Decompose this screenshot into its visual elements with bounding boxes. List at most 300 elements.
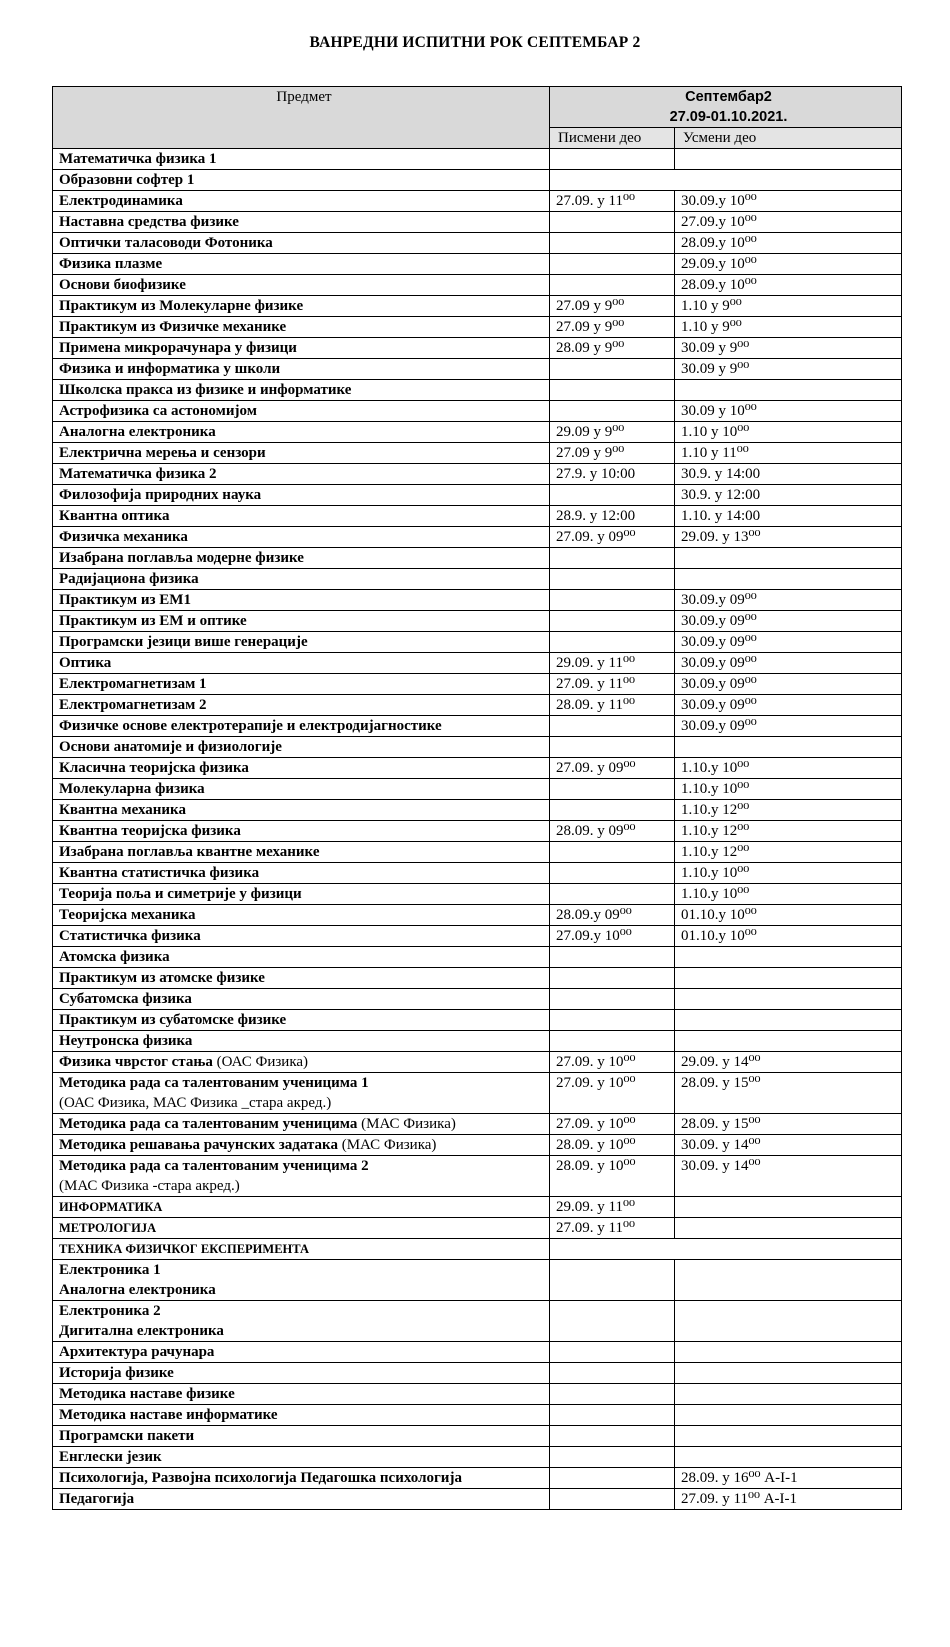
subject-cell — [53, 1363, 550, 1384]
written-exam-cell: 28.09 у 9⁰⁰ — [550, 338, 675, 359]
written-exam-cell — [550, 212, 675, 233]
subject-name: Аналогна електроника — [59, 424, 216, 440]
table-row — [53, 170, 902, 191]
oral-exam-cell: 1.10.у 10⁰⁰ — [675, 884, 902, 905]
subject-name: Методика рада са талентованим ученицима 1 — [59, 1075, 369, 1091]
subject-name: Радијациона физика — [59, 571, 199, 587]
oral-exam-cell: 30.09.у 09⁰⁰ — [675, 590, 902, 611]
subject-cell — [53, 1031, 550, 1052]
subject-cell — [53, 695, 550, 716]
subject-cell — [53, 716, 550, 737]
table-row — [53, 1301, 902, 1342]
oral-exam-cell — [675, 1260, 902, 1301]
table-row — [53, 1197, 902, 1218]
subject-name: Изабрана поглавља модерне физике — [59, 550, 304, 566]
subject-name: Квантна теоријска физика — [59, 823, 241, 839]
written-exam-cell — [550, 611, 675, 632]
subject-name: Молекуларна физика — [59, 781, 205, 797]
written-exam-cell — [550, 884, 675, 905]
oral-exam-cell — [675, 149, 902, 170]
subject-name-alt: Аналогна електроника — [59, 1282, 216, 1298]
subject-name: Образовни софтер 1 — [59, 172, 195, 188]
oral-exam-cell: 1.10.у 10⁰⁰ — [675, 863, 902, 884]
subject-name: Програмски језици више генерације — [59, 634, 308, 650]
term-dates: 27.09-01.10.2021. — [669, 109, 788, 125]
oral-exam-cell: 30.09.у 10⁰⁰ — [675, 191, 902, 212]
subject-cell — [53, 779, 550, 800]
subject-cell — [53, 359, 550, 380]
exam-schedule-table — [52, 86, 902, 1510]
subject-cell — [53, 1218, 550, 1239]
subject-name: Електрична мерења и сензори — [59, 445, 266, 461]
table-row — [53, 968, 902, 989]
subject-name: Практикум из ЕМ1 — [59, 592, 191, 608]
subject-cell — [53, 170, 550, 191]
oral-exam-cell: 30.9. у 14:00 — [675, 464, 902, 485]
subject-cell — [53, 1135, 550, 1156]
table-row — [53, 1260, 902, 1301]
subject-cell — [53, 968, 550, 989]
table-row — [53, 674, 902, 695]
oral-exam-cell: 1.10.у 12⁰⁰ — [675, 800, 902, 821]
table-row — [53, 1384, 902, 1405]
table-row — [53, 548, 902, 569]
subject-cell — [53, 1405, 550, 1426]
subject-cell — [53, 1342, 550, 1363]
table-row — [53, 1447, 902, 1468]
oral-exam-cell: 1.10.у 12⁰⁰ — [675, 842, 902, 863]
written-exam-cell — [550, 1468, 675, 1489]
subject-cell — [53, 1468, 550, 1489]
oral-exam-cell: 28.09. у 15⁰⁰ — [675, 1073, 902, 1114]
subject-name: Атомска физика — [59, 949, 170, 965]
oral-exam-cell: 30.09.у 09⁰⁰ — [675, 695, 902, 716]
table-row — [53, 1342, 902, 1363]
written-exam-cell — [550, 548, 675, 569]
subject-cell — [53, 1260, 550, 1301]
empty-cell — [550, 170, 902, 191]
written-exam-cell: 28.09. у 09⁰⁰ — [550, 821, 675, 842]
subject-cell — [53, 821, 550, 842]
subject-cell — [53, 254, 550, 275]
subject-name: Програмски пакети — [59, 1428, 195, 1444]
subject-name: Квантна оптика — [59, 508, 170, 524]
oral-exam-cell: 1.10.у 10⁰⁰ — [675, 779, 902, 800]
written-exam-cell — [550, 632, 675, 653]
oral-exam-cell: 27.09.у 10⁰⁰ — [675, 212, 902, 233]
subject-name: Основи анатомије и физиологије — [59, 739, 282, 755]
written-exam-cell: 27.09. у 10⁰⁰ — [550, 1073, 675, 1114]
subject-name: Архитектура рачунара — [59, 1344, 215, 1360]
table-row — [53, 1031, 902, 1052]
subject-cell — [53, 611, 550, 632]
table-row — [53, 1363, 902, 1384]
subject-name: Астрофизика са астономијом — [59, 403, 257, 419]
subject-cell — [53, 926, 550, 947]
subject-name: Математичка физика 2 — [59, 466, 217, 482]
written-exam-cell — [550, 1489, 675, 1510]
written-exam-cell — [550, 989, 675, 1010]
table-row — [53, 716, 902, 737]
table-row — [53, 989, 902, 1010]
subject-cell — [53, 884, 550, 905]
oral-exam-cell: 1.10 у 9⁰⁰ — [675, 317, 902, 338]
table-row — [53, 695, 902, 716]
subject-name: Електромагнетизам 2 — [59, 697, 207, 713]
written-exam-cell: 28.09. у 10⁰⁰ — [550, 1156, 675, 1197]
written-exam-cell: 28.9. у 12:00 — [550, 506, 675, 527]
table-row — [53, 464, 902, 485]
table-row — [53, 275, 902, 296]
table-row — [53, 1489, 902, 1510]
written-exam-cell — [550, 149, 675, 170]
subject-name: Примена микрорачунара у физици — [59, 340, 297, 356]
oral-exam-cell: 1.10.у 10⁰⁰ — [675, 758, 902, 779]
subject-cell — [53, 842, 550, 863]
oral-exam-cell — [675, 1031, 902, 1052]
written-exam-cell: 27.9. у 10:00 — [550, 464, 675, 485]
subject-cell — [53, 548, 550, 569]
table-row — [53, 590, 902, 611]
oral-exam-cell: 1.10.у 12⁰⁰ — [675, 821, 902, 842]
table-row — [53, 191, 902, 212]
subject-cell — [53, 233, 550, 254]
subject-cell — [53, 464, 550, 485]
table-row — [53, 758, 902, 779]
subject-name: Практикум из Молекуларне физике — [59, 298, 304, 314]
subject-cell — [53, 947, 550, 968]
table-row — [53, 800, 902, 821]
subject-name: Практикум из Физичке механике — [59, 319, 287, 335]
subject-cell — [53, 422, 550, 443]
subject-cell — [53, 443, 550, 464]
oral-exam-cell: 30.09. у 14⁰⁰ — [675, 1156, 902, 1197]
subject-name: Филозофија природних наука — [59, 487, 262, 503]
written-exam-cell: 27.09. у 09⁰⁰ — [550, 758, 675, 779]
subject-name: ТЕХНИКА ФИЗИЧКОГ ЕКСПЕРИМЕНТА — [59, 1242, 310, 1256]
term-header — [550, 87, 902, 128]
table-row — [53, 632, 902, 653]
oral-exam-cell — [675, 1218, 902, 1239]
written-exam-cell — [550, 863, 675, 884]
written-exam-cell: 28.09. у 11⁰⁰ — [550, 695, 675, 716]
subject-name: Статистичка физика — [59, 928, 201, 944]
table-row — [53, 485, 902, 506]
subject-name: Теорија поља и симетрије у физици — [59, 886, 302, 902]
subject-cell — [53, 989, 550, 1010]
oral-exam-cell — [675, 548, 902, 569]
subject-name: Енглески језик — [59, 1449, 162, 1465]
written-exam-cell: 29.09. у 11⁰⁰ — [550, 1197, 675, 1218]
subject-name: Практикум из атомске физике — [59, 970, 265, 986]
oral-exam-cell — [675, 1426, 902, 1447]
written-exam-cell — [550, 800, 675, 821]
table-row — [53, 1156, 902, 1197]
oral-exam-cell — [675, 1301, 902, 1342]
written-exam-cell — [550, 233, 675, 254]
subject-cell — [53, 1073, 550, 1114]
written-exam-cell — [550, 1010, 675, 1031]
written-exam-cell: 27.09. у 09⁰⁰ — [550, 527, 675, 548]
oral-exam-cell: 27.09. у 11⁰⁰ А-I-1 — [675, 1489, 902, 1510]
subject-cell — [53, 1384, 550, 1405]
table-row — [53, 905, 902, 926]
oral-exam-cell: 29.09. у 13⁰⁰ — [675, 527, 902, 548]
subject-name: ИНФОРМАТИКА — [59, 1200, 163, 1214]
written-exam-cell: 27.09. у 11⁰⁰ — [550, 674, 675, 695]
oral-exam-cell: 01.10.у 10⁰⁰ — [675, 905, 902, 926]
subject-name: Квантна механика — [59, 802, 186, 818]
subject-cell — [53, 737, 550, 758]
subject-name: Методика рада са талентованим ученицима — [59, 1116, 358, 1132]
subject-cell — [53, 674, 550, 695]
oral-exam-cell: 30.09.у 09⁰⁰ — [675, 674, 902, 695]
page-title: ВАНРЕДНИ ИСПИТНИ РОК СЕПТЕМБАР 2 — [309, 34, 641, 51]
oral-exam-cell — [675, 968, 902, 989]
oral-exam-cell: 30.09.у 09⁰⁰ — [675, 653, 902, 674]
subject-cell — [53, 1052, 550, 1073]
table-row — [53, 380, 902, 401]
subject-cell — [53, 380, 550, 401]
subject-header: Предмет — [53, 87, 550, 149]
subject-cell — [53, 632, 550, 653]
subject-cell — [53, 1301, 550, 1342]
subject-note: (МАС Физика -стара акред.) — [59, 1178, 240, 1194]
written-exam-cell — [550, 842, 675, 863]
subject-name: Физика и информатика у школи — [59, 361, 281, 377]
subject-cell — [53, 527, 550, 548]
subject-cell — [53, 1197, 550, 1218]
table-row — [53, 506, 902, 527]
written-exam-cell — [550, 1447, 675, 1468]
subject-cell — [53, 590, 550, 611]
oral-exam-cell: 01.10.у 10⁰⁰ — [675, 926, 902, 947]
table-row — [53, 1426, 902, 1447]
subject-name: Математичка физика 1 — [59, 151, 217, 167]
oral-exam-cell: 30.09. у 14⁰⁰ — [675, 1135, 902, 1156]
written-exam-cell — [550, 968, 675, 989]
table-row — [53, 884, 902, 905]
table-row — [53, 1405, 902, 1426]
subject-name: Електродинамика — [59, 193, 183, 209]
oral-exam-cell: 1.10 у 10⁰⁰ — [675, 422, 902, 443]
subject-name: МЕТРОЛОГИЈА — [59, 1221, 157, 1235]
written-exam-cell: 29.09 у 9⁰⁰ — [550, 422, 675, 443]
table-row — [53, 569, 902, 590]
oral-exam-cell: 30.09 у 10⁰⁰ — [675, 401, 902, 422]
table-row — [53, 1218, 902, 1239]
subject-note: (ОАС Физика, МАС Физика _стара акред.) — [59, 1095, 332, 1111]
oral-exam-cell: 30.9. у 12:00 — [675, 485, 902, 506]
oral-exam-cell — [675, 989, 902, 1010]
oral-exam-cell: 30.09 у 9⁰⁰ — [675, 338, 902, 359]
table-row — [53, 842, 902, 863]
written-header: Писмени део — [550, 128, 675, 149]
subject-cell — [53, 1489, 550, 1510]
written-exam-cell — [550, 590, 675, 611]
subject-cell — [53, 1426, 550, 1447]
subject-name: Школска пракса из физике и информатике — [59, 382, 352, 398]
written-exam-cell: 28.09.у 09⁰⁰ — [550, 905, 675, 926]
subject-cell — [53, 569, 550, 590]
term-name: Септембар2 — [685, 89, 772, 105]
table-row — [53, 653, 902, 674]
table-row — [53, 233, 902, 254]
subject-cell — [53, 317, 550, 338]
subject-name: Практикум из ЕМ и оптике — [59, 613, 247, 629]
subject-cell — [53, 1010, 550, 1031]
oral-exam-cell — [675, 380, 902, 401]
written-exam-cell: 27.09 у 9⁰⁰ — [550, 317, 675, 338]
written-exam-cell: 29.09. у 11⁰⁰ — [550, 653, 675, 674]
header-row — [53, 87, 902, 128]
written-exam-cell — [550, 1301, 675, 1342]
subject-cell — [53, 338, 550, 359]
subject-note: (МАС Физика) — [337, 1137, 437, 1153]
subject-name: Електроника 1 — [59, 1262, 161, 1278]
table-row — [53, 317, 902, 338]
subject-cell — [53, 758, 550, 779]
oral-exam-cell: 30.09 у 9⁰⁰ — [675, 359, 902, 380]
written-exam-cell — [550, 1031, 675, 1052]
table-row — [53, 296, 902, 317]
subject-cell — [53, 401, 550, 422]
subject-name: Практикум из субатомске физике — [59, 1012, 287, 1028]
written-exam-cell: 27.09. у 10⁰⁰ — [550, 1114, 675, 1135]
table-row — [53, 1468, 902, 1489]
oral-exam-cell: 29.09. у 14⁰⁰ — [675, 1052, 902, 1073]
written-exam-cell: 27.09. у 10⁰⁰ — [550, 1052, 675, 1073]
oral-exam-cell: 1.10. у 14:00 — [675, 506, 902, 527]
subject-name: Психологија, Развојна психологија Педагошка психологија — [59, 1470, 462, 1486]
subject-cell — [53, 800, 550, 821]
subject-name-alt: Дигитална електроника — [59, 1323, 224, 1339]
subject-cell — [53, 1156, 550, 1197]
subject-cell — [53, 275, 550, 296]
written-exam-cell — [550, 716, 675, 737]
table-row — [53, 1239, 902, 1260]
table-row — [53, 863, 902, 884]
oral-exam-cell — [675, 1010, 902, 1031]
written-exam-cell: 28.09. у 10⁰⁰ — [550, 1135, 675, 1156]
written-exam-cell — [550, 737, 675, 758]
table-row — [53, 254, 902, 275]
subject-cell — [53, 191, 550, 212]
subject-cell — [53, 1114, 550, 1135]
oral-exam-cell — [675, 1342, 902, 1363]
table-row — [53, 401, 902, 422]
table-row — [53, 947, 902, 968]
subject-name: Методика решавања рачунских задатака — [59, 1137, 338, 1153]
written-exam-cell — [550, 1342, 675, 1363]
table-row — [53, 338, 902, 359]
oral-exam-cell — [675, 1363, 902, 1384]
oral-exam-cell: 1.10 у 9⁰⁰ — [675, 296, 902, 317]
oral-exam-cell: 30.09.у 09⁰⁰ — [675, 632, 902, 653]
oral-exam-cell — [675, 1384, 902, 1405]
subject-name: Квантна статистичка физика — [59, 865, 260, 881]
subject-name: Електроника 2 — [59, 1303, 161, 1319]
table-row — [53, 212, 902, 233]
oral-exam-cell — [675, 947, 902, 968]
empty-cell — [550, 1239, 902, 1260]
subject-name: Физичке основе електротерапије и електродијагностике — [59, 718, 442, 734]
oral-exam-cell: 28.09. у 16⁰⁰ А-I-1 — [675, 1468, 902, 1489]
table-row — [53, 359, 902, 380]
subject-name: Методика наставе информатике — [59, 1407, 278, 1423]
written-exam-cell — [550, 1426, 675, 1447]
oral-exam-cell — [675, 1197, 902, 1218]
written-exam-cell — [550, 947, 675, 968]
written-exam-cell: 27.09 у 9⁰⁰ — [550, 296, 675, 317]
oral-exam-cell: 28.09. у 15⁰⁰ — [675, 1114, 902, 1135]
subject-name: Методика рада са талентованим ученицима 2 — [59, 1158, 369, 1174]
subject-name: Методика наставе физике — [59, 1386, 235, 1402]
subject-cell — [53, 296, 550, 317]
written-exam-cell: 27.09. у 11⁰⁰ — [550, 1218, 675, 1239]
written-exam-cell — [550, 380, 675, 401]
subject-cell — [53, 1447, 550, 1468]
subject-cell — [53, 905, 550, 926]
subject-cell — [53, 485, 550, 506]
written-exam-cell — [550, 1405, 675, 1426]
subject-cell — [53, 863, 550, 884]
subject-name: Оптика — [59, 655, 112, 671]
subject-name: Физика чврстог стања — [59, 1054, 213, 1070]
subject-name: Оптички таласоводи Фотоника — [59, 235, 273, 251]
oral-exam-cell: 28.09.у 10⁰⁰ — [675, 275, 902, 296]
oral-exam-cell — [675, 569, 902, 590]
subject-name: Физичка механика — [59, 529, 188, 545]
table-row — [53, 611, 902, 632]
subject-name: Историја физике — [59, 1365, 174, 1381]
written-exam-cell — [550, 254, 675, 275]
table-row — [53, 1073, 902, 1114]
oral-exam-cell — [675, 1447, 902, 1468]
subject-cell — [53, 653, 550, 674]
oral-exam-cell: 30.09.у 09⁰⁰ — [675, 611, 902, 632]
written-exam-cell: 27.09.у 10⁰⁰ — [550, 926, 675, 947]
written-exam-cell — [550, 1384, 675, 1405]
subject-name: Неутронска физика — [59, 1033, 193, 1049]
subject-name: Физика плазме — [59, 256, 163, 272]
subject-name: Наставна средства физике — [59, 214, 239, 230]
table-row — [53, 422, 902, 443]
written-exam-cell: 27.09. у 11⁰⁰ — [550, 191, 675, 212]
written-exam-cell — [550, 359, 675, 380]
table-row — [53, 443, 902, 464]
oral-exam-cell — [675, 1405, 902, 1426]
table-row — [53, 926, 902, 947]
table-row — [53, 821, 902, 842]
written-exam-cell — [550, 779, 675, 800]
subject-cell — [53, 212, 550, 233]
subject-note: (МАС Физика) — [357, 1116, 456, 1132]
table-row — [53, 779, 902, 800]
written-exam-cell — [550, 1260, 675, 1301]
table-row — [53, 1052, 902, 1073]
written-exam-cell — [550, 275, 675, 296]
subject-name: Субатомска физика — [59, 991, 192, 1007]
written-exam-cell — [550, 485, 675, 506]
table-row — [53, 149, 902, 170]
oral-exam-cell: 29.09.у 10⁰⁰ — [675, 254, 902, 275]
subject-name: Педагогија — [59, 1491, 135, 1507]
oral-exam-cell: 28.09.у 10⁰⁰ — [675, 233, 902, 254]
subject-name: Електромагнетизам 1 — [59, 676, 207, 692]
oral-exam-cell: 1.10 у 11⁰⁰ — [675, 443, 902, 464]
written-exam-cell — [550, 1363, 675, 1384]
